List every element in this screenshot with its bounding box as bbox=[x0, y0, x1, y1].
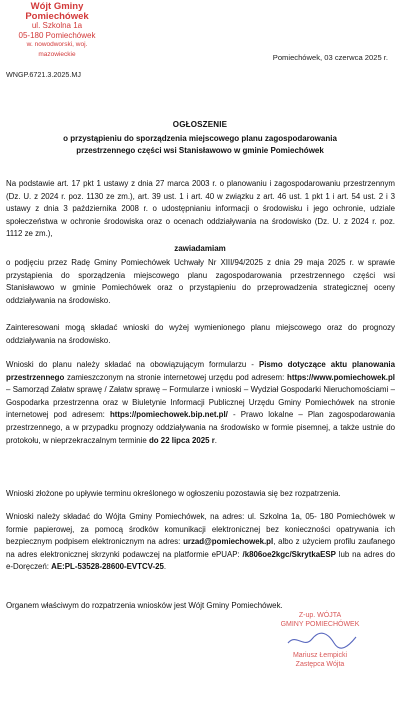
reference-number: WNGP.6721.3.2025.MJ bbox=[6, 70, 81, 79]
p4-text-i: . bbox=[214, 435, 217, 445]
signature-line-3: Mariusz Łempicki bbox=[292, 652, 348, 659]
p4-text-e: – Samorząd Załatw sprawę / Załatw sprawę – Formularze i wnioski – Wydział Gospodarki Nieruchomościami – Gospodarka przestrzenna oraz w Biuletynie Informacji Publicznej Urzędu Gminy Pomiechówek na stronie internetowej pod adresem: bbox=[6, 385, 395, 420]
handwritten-signature bbox=[270, 629, 370, 651]
submission-paragraph bbox=[6, 511, 395, 574]
resolution-paragraph: o podjęciu przez Radę Gminy Pomiechówek Uchwały Nr XIII/94/2025 z dnia 29 maja 2025 r. w sprawie przystąpienia do sporządzenia miejscowego planu zagospodarowania przestrzennego części wsi Stanisławowo w gminie Pomiechówek oraz o przystąpieniu do przeprowadzenia strategicznej oceny oddziaływania na środowisko. bbox=[6, 258, 395, 305]
p6-text-c: , albo z użyciem profilu zaufanego na adres elektronicznej skrzynki podawczej na platformie ePUAP: bbox=[6, 537, 395, 559]
bip-link[interactable]: https://pomiechowek.bip.net.pl/ bbox=[109, 410, 228, 420]
p4-text-a: Wnioski do planu należy składać na obowiązującym formularzu - bbox=[6, 360, 259, 369]
legal-basis-paragraph: Na podstawie art. 17 pkt 1 ustawy z dnia 27 marca 2003 r. o planowaniu i zagospodarowaniu przestrzennym (Dz. U. z 2024 r. poz. 1130 ze zm.), art. 39 ust. 1 i art. 40 w związku z art. 46 ust. 1 pkt 1 i art. 54 ust. 2 i 3 ustawy z dnia 3 października 2008 r. o udostępnianiu informacji o środowisku i jego ochronie, udziale społeczeństwa w ochronie środowiska oraz o ocenach oddziaływania na środowisko (Dz. U. z 2024 r. poz. 1112 ze zm.), bbox=[6, 179, 395, 239]
email-link[interactable]: urzad@pomiechowek.pl bbox=[183, 537, 274, 547]
website-link[interactable]: https://www.pomiechowek.pl bbox=[287, 372, 395, 382]
signature-stamp bbox=[270, 611, 370, 669]
interested-paragraph: Zainteresowani mogą składać wnioski do wyżej wymienionego planu miejscowego oraz do prognozy oddziaływania na środowisko. bbox=[6, 323, 395, 345]
p4-text-c: zamieszczonym na stronie internetowej urzędu pod adresem: bbox=[64, 372, 287, 382]
signature-line-2: GMINY POMIECHÓWEK bbox=[280, 621, 360, 628]
application-paragraph bbox=[6, 359, 395, 447]
stamp-line-1: Wójt Gminy Pomiechówek bbox=[25, 1, 89, 22]
document-title: OGŁOSZENIE bbox=[172, 120, 228, 129]
signature-line-4: Zastępca Wójta bbox=[295, 661, 345, 668]
stamp-line-4: w. nowodworski, woj. mazowieckie bbox=[26, 41, 88, 58]
epuap-address: /k806oe2kgc/SkrytkaESP bbox=[242, 549, 336, 559]
stamp-line-3: 05-180 Pomiechówek bbox=[18, 30, 96, 40]
deadline-date: do 22 lipca 2025 r bbox=[148, 435, 215, 445]
form-name: Pismo dotyczące aktu planowania przestrzennego bbox=[6, 360, 395, 382]
notification-heading: zawiadamiam bbox=[174, 244, 226, 253]
late-applications-paragraph: Wnioski złożone po upływie terminu określonego w ogłoszeniu pozostawia się bez rozpatrzenia. bbox=[6, 489, 341, 498]
document-subtitle: o przystąpieniu do sporządzenia miejscowego planu zagospodarowania przestrzennego części wsi Stanisławowo w gminie Pomiechówek bbox=[63, 134, 337, 155]
authority-paragraph: Organem właściwym do rozpatrzenia wniosków jest Wójt Gminy Pomiechówek. bbox=[6, 601, 283, 610]
stamp-line-2: ul. Szkolna 1a bbox=[31, 21, 83, 30]
place-date: Pomiechówek, 03 czerwca 2025 r. bbox=[272, 53, 388, 62]
p4-text-g: - Prawo lokalne – Plan zagospodarowania przestrzennego, a w przypadku prognozy oddziaływania na środowisko w formie pisemnej, a także ustnie do protokołu, w nieprzekraczalnym terminie bbox=[6, 410, 395, 445]
signature-line-1: Z-up. WÓJTA bbox=[298, 612, 342, 619]
p6-text-g: . bbox=[163, 562, 167, 572]
e-delivery-address: AE:PL-53528-28600-EVTCV-25 bbox=[51, 562, 164, 572]
office-stamp bbox=[10, 2, 104, 59]
p6-text-a: Wnioski należy składać do Wójta Gminy Pomiechówek, na adres: ul. Szkolna 1a, 05- 180 Pomiechówek w formie papierowej, za pomocą środków komunikacji elektronicznej bez konieczności opatrywania ich bezpiecznym podpisem elektronicznym na adres: bbox=[6, 512, 395, 547]
p6-text-e: lub na adres do e-Doręczeń: bbox=[6, 549, 395, 572]
